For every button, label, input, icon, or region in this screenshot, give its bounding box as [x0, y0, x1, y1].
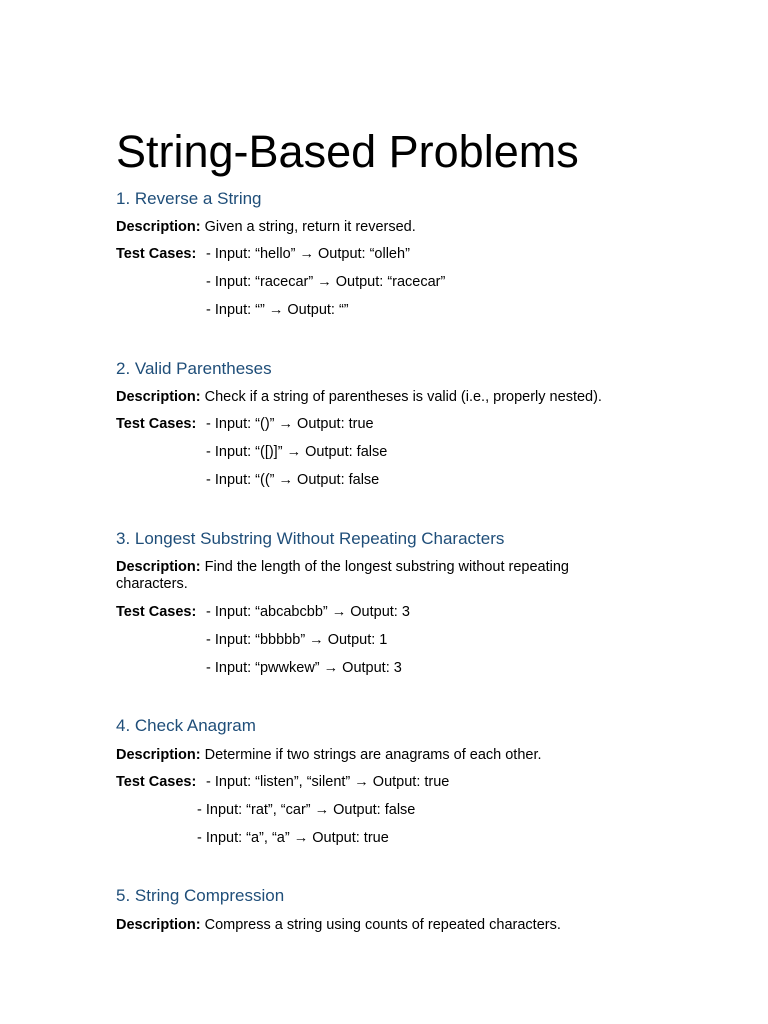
- problem-4-heading: 4. Check Anagram: [116, 716, 256, 735]
- problem-5-description: [116, 917, 561, 934]
- description-text: Given a string, return it reversed.: [204, 219, 416, 235]
- problem-5-heading: 5. String Compression: [116, 886, 285, 905]
- problem-3-test-cases-label-line: [116, 604, 196, 621]
- problem-2-test-cases-label-line: [116, 416, 196, 433]
- test-case: - Input: “([)]” → Output: false: [206, 444, 388, 460]
- description-label: Description:: [116, 389, 201, 405]
- test-case: - Input: “rat”, “car” → Output: false: [197, 802, 416, 818]
- test-cases-label: Test Cases:: [116, 604, 197, 620]
- test-cases-label: Test Cases:: [116, 774, 197, 790]
- description-text: Determine if two strings are anagrams of each other.: [204, 747, 542, 763]
- problem-1-description: [116, 219, 416, 236]
- problem-3-heading: 3. Longest Substring Without Repeating Characters: [116, 529, 505, 548]
- test-case: - Input: “” → Output: “”: [206, 302, 349, 318]
- test-case: - Input: “pwwkew” → Output: 3: [206, 660, 402, 676]
- test-case: - Input: “()” → Output: true: [206, 416, 374, 432]
- problem-4-description: [116, 747, 542, 764]
- test-case: - Input: “abcabcbb” → Output: 3: [206, 604, 410, 620]
- page-title: String-Based Problems: [116, 126, 579, 177]
- problem-1-heading: 1. Reverse a String: [116, 189, 262, 208]
- problem-3-description: [116, 559, 636, 593]
- test-cases-label: Test Cases:: [116, 246, 197, 262]
- problem-2-description: [116, 389, 602, 406]
- description-label: Description:: [116, 917, 201, 933]
- description-label: Description:: [116, 747, 201, 763]
- test-case: - Input: “racecar” → Output: “racecar”: [206, 274, 446, 290]
- test-case: - Input: “a”, “a” → Output: true: [197, 830, 389, 846]
- problem-4-test-cases-label-line: [116, 774, 196, 791]
- problem-2-heading: 2. Valid Parentheses: [116, 359, 272, 378]
- test-case: - Input: “bbbbb” → Output: 1: [206, 632, 388, 648]
- test-case: - Input: “((” → Output: false: [206, 472, 380, 488]
- description-label: Description:: [116, 559, 201, 575]
- problem-1-test-cases-label-line: [116, 246, 196, 263]
- test-cases-label: Test Cases:: [116, 416, 197, 432]
- description-text: Compress a string using counts of repeated characters.: [204, 917, 561, 933]
- description-text: Check if a string of parentheses is valid (i.e., properly nested).: [204, 389, 602, 405]
- description-text: Find the length of the longest substring without repeating characters.: [116, 559, 569, 592]
- test-case: - Input: “hello” → Output: “olleh”: [206, 246, 410, 262]
- test-case: - Input: “listen”, “silent” → Output: true: [206, 774, 450, 790]
- description-label: Description:: [116, 219, 201, 235]
